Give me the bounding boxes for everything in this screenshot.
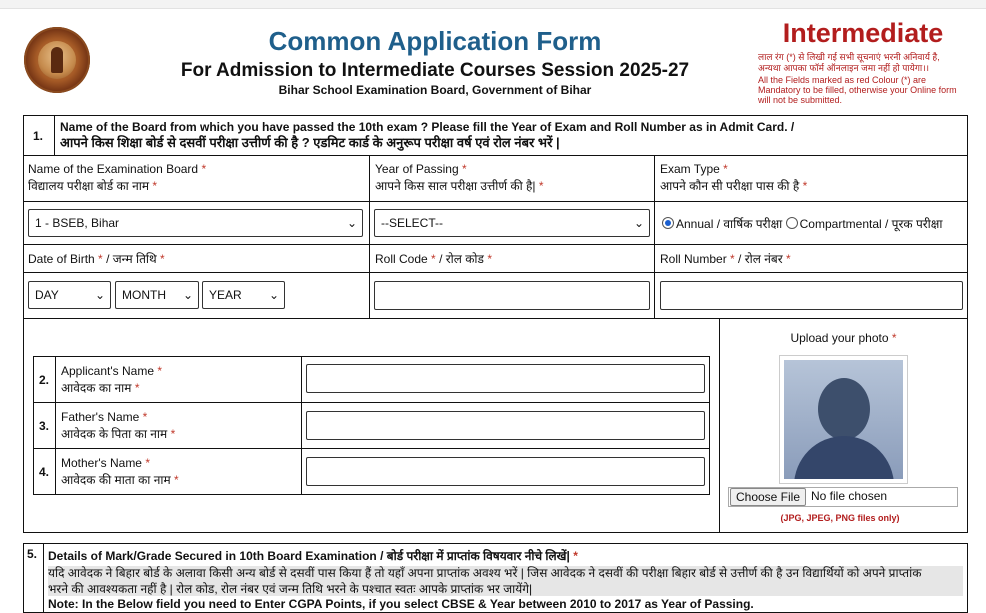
- exam-type-radios: Annual / वार्षिक परीक्षा Compartmental / पूरक परीक्षा: [662, 216, 943, 233]
- file-status: No file chosen: [811, 489, 888, 503]
- father-name-input[interactable]: [306, 411, 705, 440]
- section1-heading-en: Name of the Board from which you have passed the 10th exam ? Please fill the Year of Exam and Roll Number as in Admit Card. /: [60, 120, 795, 134]
- father-name-label: Father's Name * आवेदक के पिता का नाम *: [61, 410, 176, 441]
- choose-file-button[interactable]: Choose File: [730, 488, 806, 506]
- section5-heading: Details of Mark/Grade Secured in 10th Board Examination / बोर्ड परीक्षा में प्राप्तांक विषयवार नीचे लिखें| *: [48, 549, 578, 563]
- year-label: Year of Passing * आपने किस साल परीक्षा उत्तीर्ण की है| *: [375, 162, 544, 193]
- mother-name-label: Mother's Name * आवेदक की माता का नाम *: [61, 456, 179, 487]
- course-level: Intermediate: [782, 18, 944, 48]
- board-label: Name of the Examination Board * विद्यालय परीक्षा बोर्ड का नाम *: [28, 162, 207, 193]
- page-subtitle: For Admission to Intermediate Courses Session 2025-27: [180, 60, 690, 81]
- mandatory-note-hindi: लाल रंग (*) से लिखी गई सभी सूचनाएं भरनी अनिवार्य है, अन्यथा आपका फॉर्म ऑनलाइन जमा नहीं हो पायेगा।।: [758, 52, 940, 73]
- roll-code-label: Roll Code * / रोल कोड *: [375, 252, 492, 266]
- board-select[interactable]: 1 - BSEB, Bihar ⌄: [28, 209, 363, 237]
- dob-label: Date of Birth * / जन्म तिथि *: [28, 252, 165, 266]
- page-title: Common Application Form: [268, 26, 602, 56]
- exam-type-label: Exam Type * आपने कौन सी परीक्षा पास की है *: [660, 162, 808, 193]
- mother-number: 4.: [39, 465, 50, 479]
- section5-body: यदि आवेदक ने बिहार बोर्ड के अलावा किसी अन्य बोर्ड से दसवीं पास किया हैं तो यहाँ अपना प्राप्तांक अवश्य भरें | जिस आवेदक ने दसवीं की परीक्षा बिहार बोर्ड से उत्तीर्ण की है उन विद्यार्थियों को अपने प्राप्तांक भरने की आवश्यकता नहीं है | रोल कोड, रोल नंबर एवं जन्म तिथि भरने के पश्चात स्वतः आपके प्राप्तांक भर जायेंगे|: [48, 566, 922, 596]
- section5-note: Note: In the Below field you need to Enter CGPA Points, if you select CBSE & Year between 2010 to 2017 as Year of Passing.: [48, 597, 754, 611]
- board-name: Bihar School Examination Board, Government of Bihar: [278, 83, 592, 97]
- upload-photo-label: Upload your photo *: [790, 331, 897, 345]
- roll-number-label: Roll Number * / रोल नंबर *: [660, 252, 791, 266]
- dob-month-select[interactable]: MONTH ⌄: [115, 281, 199, 309]
- applicant-name-label: Applicant's Name * आवेदक का नाम *: [61, 364, 163, 395]
- bseb-logo: [24, 27, 90, 93]
- section1-heading-hi: आपने किस शिक्षा बोर्ड से दसवीं परीक्षा उत्तीर्ण की है ? एडमिट कार्ड के अनुरूप परीक्षा वर्ष एवं रोल नंबर भरें |: [60, 135, 560, 150]
- mother-name-input[interactable]: [306, 457, 705, 486]
- applicant-number: 2.: [39, 373, 50, 387]
- section1-number: 1.: [33, 129, 44, 143]
- year-select[interactable]: --SELECT-- ⌄: [374, 209, 650, 237]
- roll-code-input[interactable]: [374, 281, 650, 310]
- section5-number: 5.: [27, 547, 38, 561]
- compartmental-radio[interactable]: [786, 217, 798, 229]
- dob-year-select[interactable]: YEAR ⌄: [202, 281, 285, 309]
- dob-day-select[interactable]: DAY ⌄: [28, 281, 111, 309]
- annual-radio[interactable]: [662, 217, 674, 229]
- roll-number-input[interactable]: [660, 281, 963, 310]
- mandatory-note-english: All the Fields marked as red Colour (*) are Mandatory to be filled, otherwise your Online form will not be submitted.: [758, 75, 957, 105]
- avatar-icon: [818, 378, 870, 440]
- applicant-name-input[interactable]: [306, 364, 705, 393]
- file-type-hint: (JPG, JPEG, PNG files only): [780, 513, 900, 523]
- photo-placeholder: [779, 355, 908, 484]
- father-number: 3.: [39, 419, 50, 433]
- top-border: [0, 0, 986, 9]
